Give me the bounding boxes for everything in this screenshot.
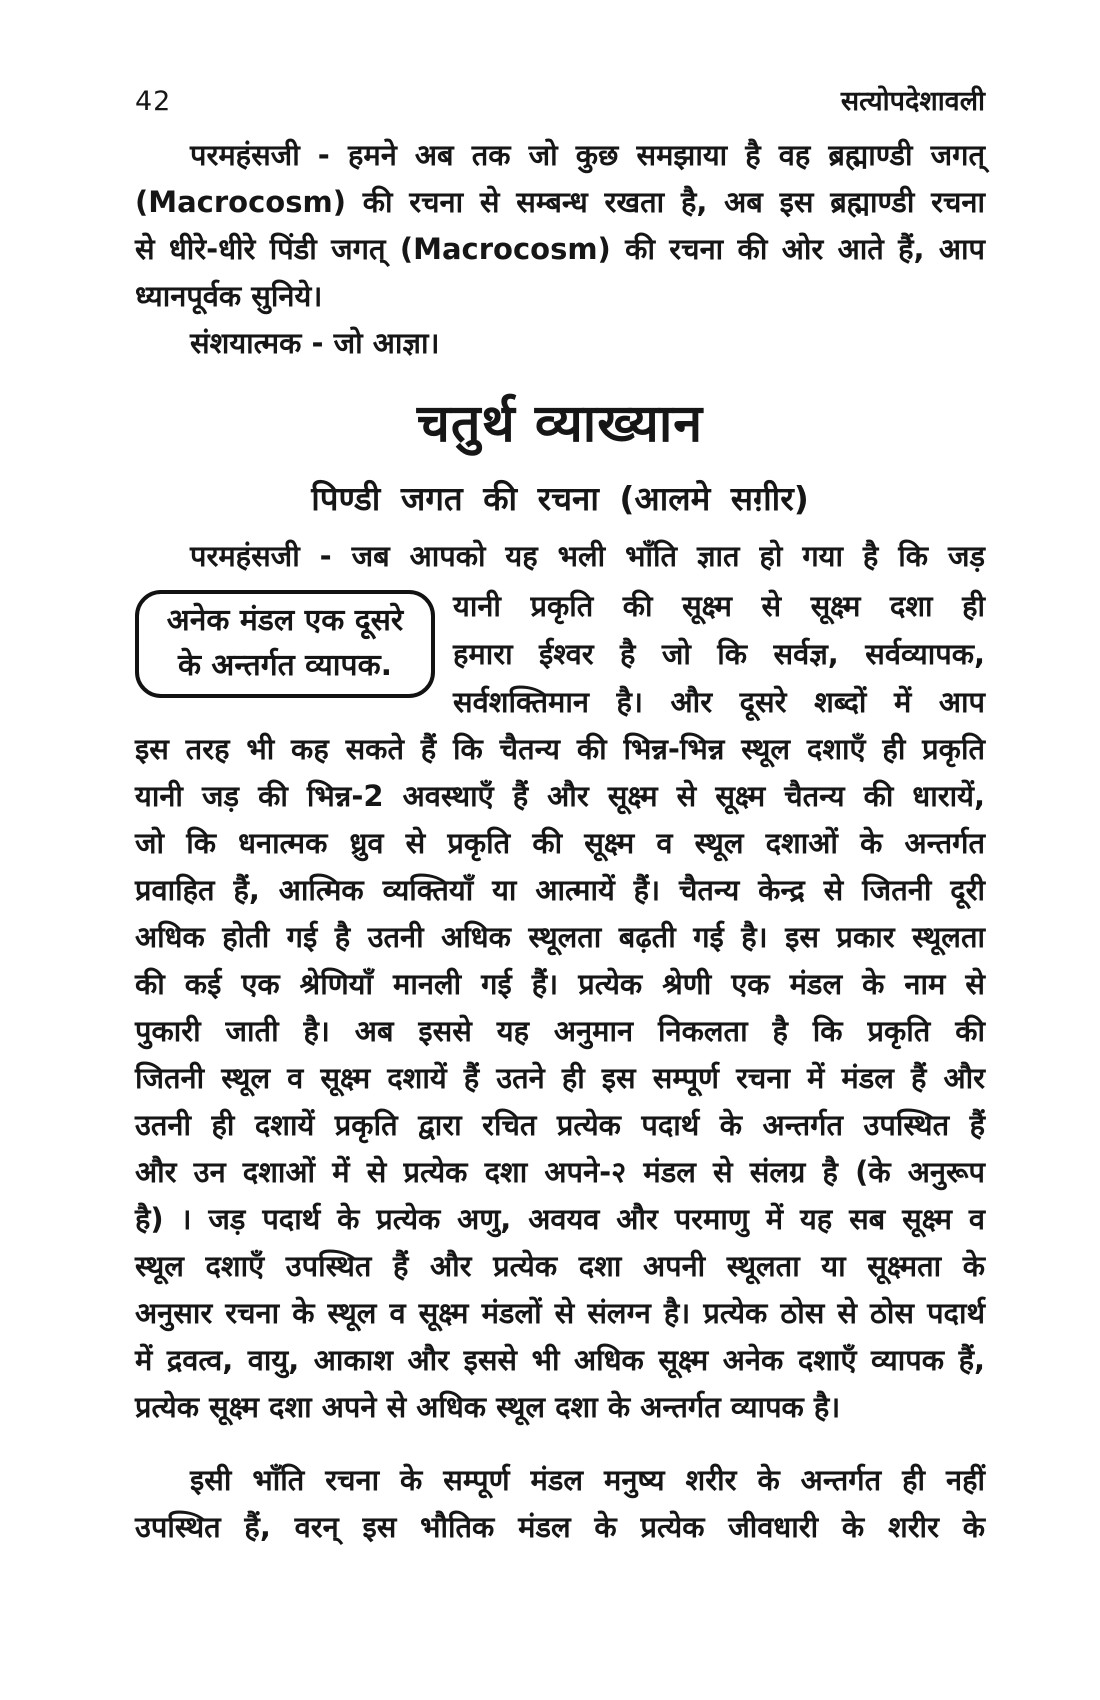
paragraph-3 xyxy=(135,533,985,1431)
text-line: से धीरे-धीरे पिंडी जगत् (Macrocosm) की रचना की ओर आते हैं, आप xyxy=(135,232,985,266)
side-note-row xyxy=(135,582,985,726)
text-line: सर्वशक्तिमान है। और दूसरे शब्दों में आप xyxy=(453,685,985,719)
text-line: उतनी ही दशायें प्रकृति द्वारा रचित प्रत्येक पदार्थ के अन्तर्गत उपस्थित हैं xyxy=(135,1108,985,1142)
text-line: स्थूल दशाएँ उपस्थित हैं और प्रत्येक दशा अपनी स्थूलता या सूक्ष्मता के xyxy=(135,1249,985,1283)
text-line: पुकारी जाती है। अब इससे यह अनुमान निकलता है कि प्रकृति की xyxy=(135,1014,985,1048)
paragraph-4 xyxy=(135,1457,985,1551)
text-line: में द्रवत्व, वायु, आकाश और इससे भी अधिक सूक्ष्म अनेक दशाएँ व्यापक हैं, xyxy=(135,1343,985,1377)
text-line: अधिक होती गई है उतनी अधिक स्थूलता बढ़ती गई है। इस प्रकार स्थूलता xyxy=(135,920,985,954)
page-header xyxy=(135,86,985,118)
text-line: परमहंसजी - हमने अब तक जो कुछ समझाया है वह ब्रह्माण्डी जगत् xyxy=(190,138,985,172)
book-title: सत्योपदेशावली xyxy=(840,86,985,117)
text-line: यानी प्रकृति की सूक्ष्म से सूक्ष्म दशा ही xyxy=(453,589,985,623)
text-line: (Macrocosm) की रचना से सम्बन्ध रखता है, अब इस ब्रह्माण्डी रचना xyxy=(135,185,985,219)
section-subheading: पिण्डी जगत की रचना (आलमे सग़ीर) xyxy=(311,479,809,518)
side-note-line: अनेक मंडल एक दूसरे xyxy=(166,603,404,638)
text-line: इसी भाँति रचना के सम्पूर्ण मंडल मनुष्य शरीर के अन्तर्गत ही नहीं xyxy=(190,1463,985,1497)
text-beside-box xyxy=(453,582,985,726)
text-line: प्रत्येक सूक्ष्म दशा अपने से अधिक स्थूल दशा के अन्तर्गत व्यापक है। xyxy=(135,1390,841,1424)
paragraph-1 xyxy=(135,132,985,320)
text-line: और उन दशाओं में से प्रत्येक दशा अपने-२ मंडल से संलग्र है (के अनुरूप xyxy=(135,1155,985,1189)
side-note-box xyxy=(135,590,435,698)
text-line: की कई एक श्रेणियाँ मानली गई हैं। प्रत्येक श्रेणी एक मंडल के नाम से xyxy=(135,967,985,1001)
text-line: अनुसार रचना के स्थूल व सूक्ष्म मंडलों से संलग्न है। प्रत्येक ठोस से ठोस पदार्थ xyxy=(135,1296,985,1330)
text-line: हमारा ईश्वर है जो कि सर्वज्ञ, सर्वव्यापक, xyxy=(453,637,985,671)
text-line: जो कि धनात्मक ध्रुव से प्रकृति की सूक्ष्म व स्थूल दशाओं के अन्तर्गत xyxy=(135,826,985,860)
side-note-line: के अन्तर्गत व्यापक. xyxy=(177,648,393,683)
text-line: ध्यानपूर्वक सुनिये। xyxy=(135,279,323,313)
page-content xyxy=(135,86,985,1551)
page-number: 42 xyxy=(135,86,172,117)
paragraph-2 xyxy=(135,320,985,367)
chapter-heading: चतुर्थ व्याख्यान xyxy=(416,394,704,454)
text-line: प्रवाहित हैं, आत्मिक व्यक्तियाँ या आत्मायें हैं। चैतन्य केन्द्र से जितनी दूरी xyxy=(135,873,985,907)
text-line: जितनी स्थूल व सूक्ष्म दशायें हैं उतने ही इस सम्पूर्ण रचना में मंडल हैं और xyxy=(135,1061,985,1095)
text-line: यानी जड़ की भिन्न-2 अवस्थाएँ हैं और सूक्ष्म से सूक्ष्म चैतन्य की धारायें, xyxy=(135,779,985,813)
text-line: है) । जड़ पदार्थ के प्रत्येक अणु, अवयव और परमाणु में यह सब सूक्ष्म व xyxy=(135,1202,985,1236)
text-line: संशयात्मक - जो आज्ञा। xyxy=(190,326,440,360)
text-line: परमहंसजी - जब आपको यह भली भाँति ज्ञात हो गया है कि जड़ xyxy=(190,539,985,573)
text-line: उपस्थित हैं, वरन् इस भौतिक मंडल के प्रत्येक जीवधारी के शरीर के xyxy=(135,1510,985,1544)
text-line: इस तरह भी कह सकते हैं कि चैतन्य की भिन्न-भिन्न स्थूल दशाएँ ही प्रकृति xyxy=(135,732,985,766)
